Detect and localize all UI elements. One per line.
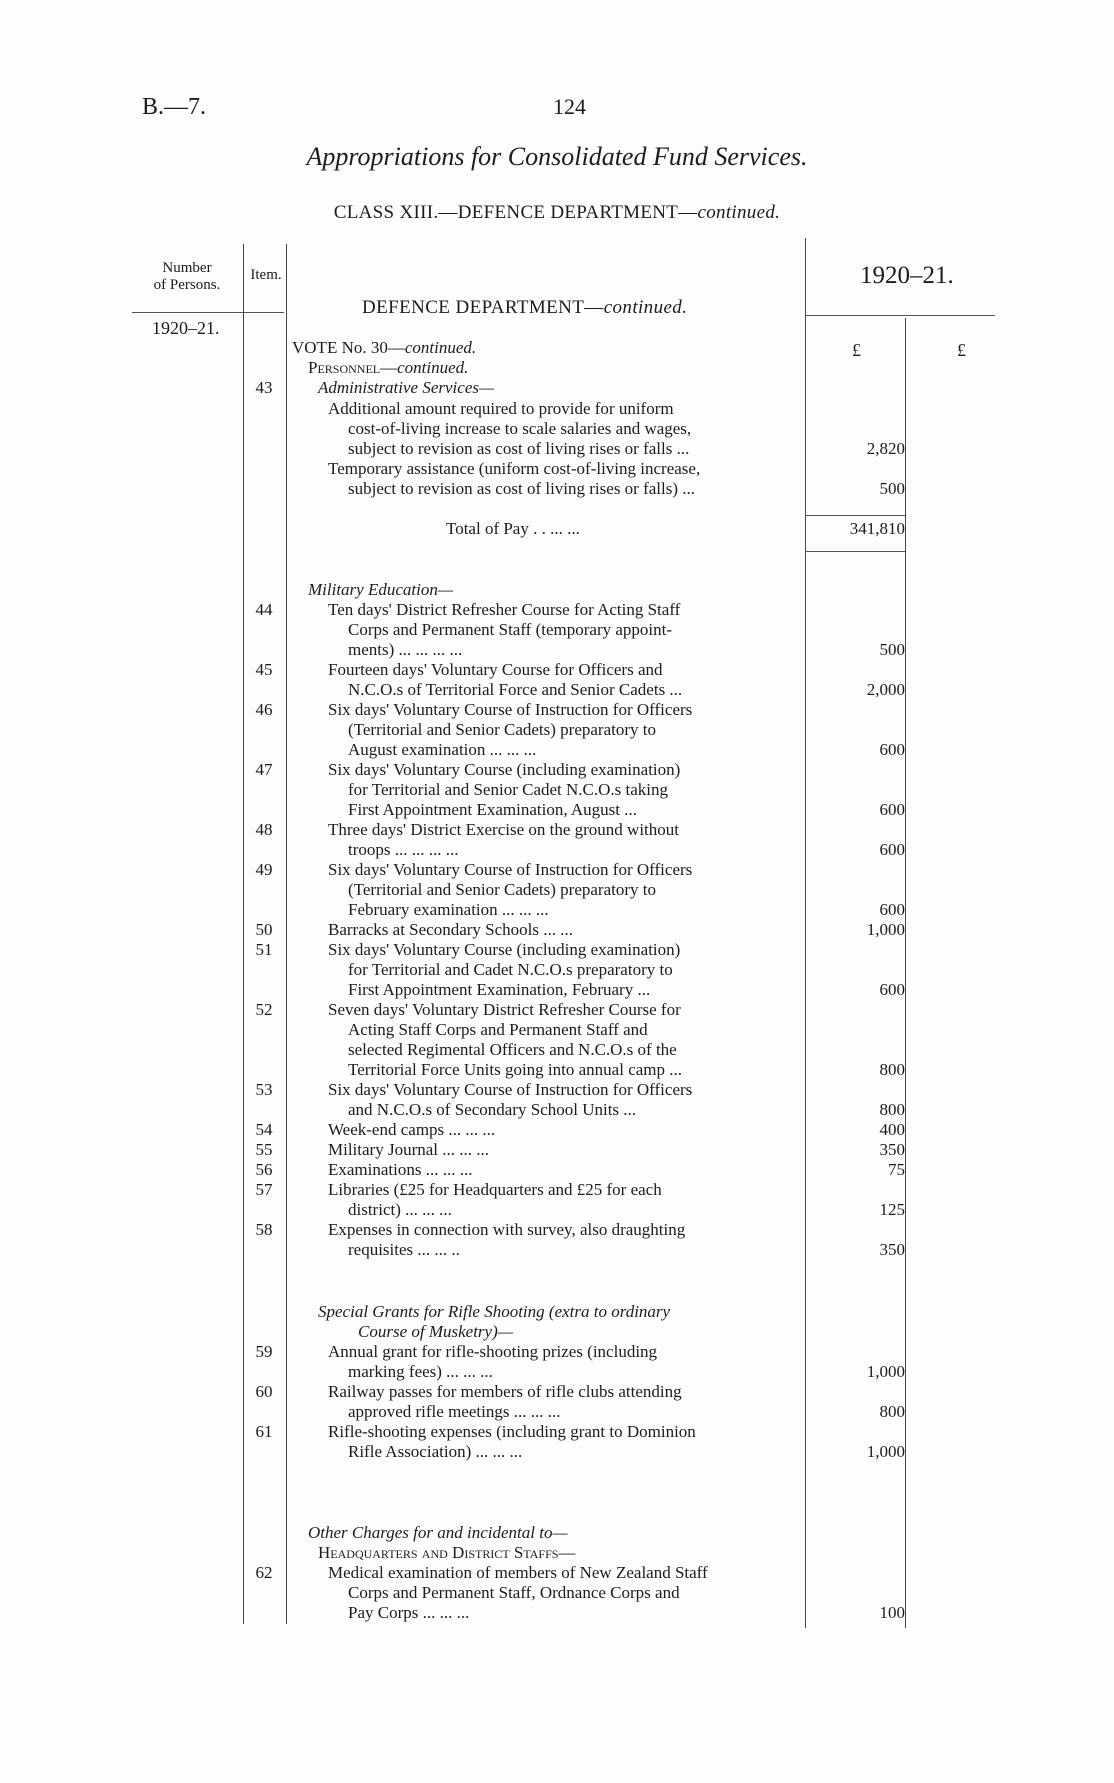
row-item: 47	[255, 760, 273, 779]
row-desc-italic: Course of Musketry)—	[358, 1322, 513, 1341]
row-desc-italic: continued.	[397, 358, 469, 377]
row	[0, 660, 1114, 680]
row-amount: 800	[879, 1060, 905, 1079]
persons-year-label: 1920–21.	[152, 318, 220, 338]
row-personnel	[0, 358, 1114, 378]
row-desc: ments) ... ... ... ...	[348, 640, 463, 659]
row-item: 57	[255, 1180, 273, 1199]
row-desc: August examination ... ... ...	[348, 740, 537, 759]
row-item: 55	[255, 1140, 273, 1159]
row	[0, 1000, 1114, 1020]
row	[0, 960, 1114, 980]
row-desc: troops ... ... ... ...	[348, 840, 459, 859]
persons-rule	[132, 312, 244, 313]
row-item: 49	[255, 860, 273, 879]
page-title: Appropriations for Consolidated Fund Services.	[306, 142, 808, 171]
row-desc: Corps and Permanent Staff (temporary appoint-	[348, 620, 673, 639]
row	[0, 1442, 1114, 1462]
row-item: 48	[255, 820, 273, 839]
row-desc: (Territorial and Senior Cadets) preparatory to	[348, 880, 657, 899]
row	[0, 940, 1114, 960]
row-amount: 600	[879, 800, 905, 819]
row-desc: cost-of-living increase to scale salaries and wages,	[348, 419, 692, 438]
row-desc	[308, 580, 453, 600]
row	[0, 1382, 1114, 1402]
row-amount: 125	[879, 1200, 905, 1219]
row-item: 50	[255, 920, 273, 939]
row-desc: requisites ... ... ..	[348, 1240, 460, 1259]
row-desc: approved rifle meetings ... ... ...	[348, 1402, 561, 1421]
row	[0, 1362, 1114, 1382]
row-heading	[0, 580, 1114, 600]
row-desc: selected Regimental Officers and N.C.O.s of the	[348, 1040, 677, 1059]
row	[0, 1120, 1114, 1140]
row	[0, 620, 1114, 640]
row-desc	[358, 1322, 513, 1342]
row-item: 62	[255, 1563, 273, 1582]
total-rule-bottom	[805, 551, 905, 552]
row-amount: 600	[879, 900, 905, 919]
row-amount: 2,000	[866, 680, 905, 699]
row-desc: Six days' Voluntary Course (including examination)	[328, 760, 681, 779]
row-desc: Total of Pay . . ... ...	[446, 519, 580, 538]
row-desc: Additional amount required to provide for uniform	[328, 399, 674, 418]
row	[0, 1160, 1114, 1180]
row-desc: Examinations ... ... ...	[328, 1160, 473, 1179]
row-desc: Expenses in connection with survey, also draughting	[328, 1220, 686, 1239]
row-amount: 350	[879, 1140, 905, 1159]
row	[0, 840, 1114, 860]
row-item: 46	[255, 700, 273, 719]
row-amount: 600	[879, 840, 905, 859]
row-item: 53	[255, 1080, 273, 1099]
item-header: Item.	[250, 267, 282, 283]
row	[0, 419, 1114, 439]
row	[0, 399, 1114, 419]
department-heading-continued: continued.	[603, 297, 688, 318]
row	[0, 880, 1114, 900]
row-amount: 400	[879, 1120, 905, 1139]
row	[0, 860, 1114, 880]
row-vote	[0, 338, 1114, 358]
row	[0, 1402, 1114, 1422]
row	[0, 1220, 1114, 1240]
row-item: 58	[255, 1220, 273, 1239]
row-amount: 1,000	[866, 1362, 905, 1381]
page-number: 124	[553, 94, 586, 119]
row-desc: Headquarters and District Staffs—	[318, 1543, 576, 1562]
class-heading-continued: continued.	[697, 202, 781, 223]
row-desc: Six days' Voluntary Course of Instruction for Officers	[328, 700, 693, 719]
row-desc: Temporary assistance (uniform cost-of-living increase,	[328, 459, 701, 478]
row	[0, 439, 1114, 459]
row-amount: 2,820	[866, 439, 905, 458]
row-desc: Three days' District Exercise on the ground without	[328, 820, 679, 839]
row-amount: 500	[879, 640, 905, 659]
row-item: 61	[255, 1422, 273, 1441]
row	[0, 479, 1114, 499]
row	[0, 1563, 1114, 1583]
row-desc-text: VOTE No. 30—	[292, 338, 405, 357]
row	[0, 920, 1114, 940]
department-heading-text: DEFENCE DEPARTMENT—	[362, 297, 604, 318]
row	[0, 1422, 1114, 1442]
year-header: 1920–21.	[860, 262, 954, 289]
row-desc: Ten days' District Refresher Course for Acting Staff	[328, 600, 681, 619]
row-amount: 75	[888, 1160, 905, 1179]
row	[0, 1100, 1114, 1120]
total-rule-top	[805, 515, 905, 516]
row-item: 60	[255, 1382, 273, 1401]
row-amount: 1,000	[866, 1442, 905, 1461]
row-desc	[318, 378, 494, 398]
row-desc-text: Personnel—	[308, 358, 398, 377]
department-heading	[362, 297, 687, 319]
class-heading-text: CLASS XIII.—DEFENCE DEPARTMENT—	[333, 202, 698, 223]
row	[0, 1583, 1114, 1603]
class-heading	[0, 202, 1114, 224]
row-desc: Rifle-shooting expenses (including grant to Dominion	[328, 1422, 696, 1441]
row-desc: Rifle Association) ... ... ...	[348, 1442, 523, 1461]
row-amount: 341,810	[849, 519, 905, 538]
row-item: 45	[255, 660, 273, 679]
row	[0, 720, 1114, 740]
number-of-persons-header-line2: of Persons.	[153, 277, 221, 293]
currency-symbol-2: £	[957, 340, 966, 360]
row-desc: Acting Staff Corps and Permanent Staff and	[348, 1020, 648, 1039]
row-heading	[0, 1302, 1114, 1322]
row-heading	[0, 1523, 1114, 1543]
row-desc: Libraries (£25 for Headquarters and £25 for each	[328, 1180, 662, 1199]
row-item: 52	[255, 1000, 273, 1019]
row	[0, 1060, 1114, 1080]
row-desc	[308, 1523, 568, 1543]
row	[0, 1020, 1114, 1040]
page-reference: B.—7.	[142, 94, 207, 120]
row-desc-italic: Other Charges for and incidental to—	[308, 1523, 568, 1542]
row	[0, 1140, 1114, 1160]
row-desc: First Appointment Examination, August ...	[348, 800, 637, 819]
row-desc: Six days' Voluntary Course of Instruction for Officers	[328, 1080, 693, 1099]
row-desc-italic: Military Education—	[308, 580, 453, 599]
row-desc: Medical examination of members of New Zealand Staff	[328, 1563, 708, 1582]
row	[0, 1040, 1114, 1060]
row-desc: Territorial Force Units going into annual camp ...	[348, 1060, 683, 1079]
row	[0, 1200, 1114, 1220]
row	[0, 900, 1114, 920]
row-item: 54	[255, 1120, 273, 1139]
row-desc-italic: Administrative Services—	[318, 378, 495, 397]
row-item: 59	[255, 1342, 273, 1361]
row-item: 51	[255, 940, 273, 959]
row	[0, 800, 1114, 820]
row-desc: First Appointment Examination, February ...	[348, 980, 651, 999]
row-desc: Fourteen days' Voluntary Course for Officers and	[328, 660, 663, 679]
row	[0, 700, 1114, 720]
row	[0, 760, 1114, 780]
row-heading	[0, 1543, 1114, 1563]
number-of-persons-header-line1: Number	[162, 260, 212, 276]
row-desc: Military Journal ... ... ...	[328, 1140, 490, 1159]
row-item: 56	[255, 1160, 273, 1179]
row-amount: 100	[879, 1603, 905, 1622]
row	[0, 640, 1114, 660]
row-desc: and N.C.O.s of Secondary School Units ...	[348, 1100, 637, 1119]
row-desc	[308, 358, 468, 378]
row-desc: Week-end camps ... ... ...	[328, 1120, 496, 1139]
row-desc-italic: Special Grants for Rifle Shooting (extra to ordinary	[318, 1302, 671, 1321]
row-desc: marking fees) ... ... ...	[348, 1362, 493, 1381]
row	[0, 980, 1114, 1000]
row	[0, 780, 1114, 800]
row-desc: N.C.O.s of Territorial Force and Senior Cadets ...	[348, 680, 683, 699]
row-desc: Railway passes for members of rifle clubs attending	[328, 1382, 682, 1401]
row	[0, 1603, 1114, 1623]
row-desc-italic: continued.	[404, 338, 477, 357]
row-desc: Six days' Voluntary Course (including examination)	[328, 940, 681, 959]
row	[0, 600, 1114, 620]
row-desc: Annual grant for rifle-shooting prizes (including	[328, 1342, 658, 1361]
row	[0, 820, 1114, 840]
row-item: 43	[255, 378, 273, 397]
row-desc: (Territorial and Senior Cadets) preparatory to	[348, 720, 657, 739]
row-desc: February examination ... ... ...	[348, 900, 549, 919]
year-rule	[805, 315, 995, 316]
row-desc: subject to revision as cost of living rises or falls) ...	[348, 479, 696, 498]
row-amount: 800	[879, 1100, 905, 1119]
row	[0, 459, 1114, 479]
row-desc: Corps and Permanent Staff, Ordnance Corps and	[348, 1583, 680, 1602]
row-amount: 1,000	[866, 920, 905, 939]
row	[0, 1180, 1114, 1200]
row-total-of-pay	[0, 519, 1114, 539]
row-item: 44	[255, 600, 273, 619]
row-amount: 600	[879, 740, 905, 759]
row-desc: Six days' Voluntary Course of Instruction for Officers	[328, 860, 693, 879]
row-desc: district) ... ... ...	[348, 1200, 452, 1219]
row-amount: 800	[879, 1402, 905, 1421]
row-heading	[0, 378, 1114, 398]
row	[0, 1342, 1114, 1362]
row-amount: 600	[879, 980, 905, 999]
row-amount: 500	[879, 479, 905, 498]
row-desc	[318, 1302, 670, 1322]
row-desc: Pay Corps ... ... ...	[348, 1603, 470, 1622]
row-desc: for Territorial and Senior Cadet N.C.O.s taking	[348, 780, 669, 799]
row-desc: subject to revision as cost of living rises or falls ...	[348, 439, 690, 458]
row	[0, 740, 1114, 760]
row-desc	[292, 338, 476, 358]
row-desc: Barracks at Secondary Schools ... ...	[328, 920, 574, 939]
row-heading	[0, 1322, 1114, 1342]
currency-symbol-1: £	[852, 340, 861, 360]
row	[0, 1080, 1114, 1100]
number-of-persons-header	[132, 260, 242, 294]
item-rule	[244, 312, 284, 313]
row	[0, 1240, 1114, 1260]
row-desc: for Territorial and Cadet N.C.O.s preparatory to	[348, 960, 673, 979]
row	[0, 680, 1114, 700]
row-amount: 350	[879, 1240, 905, 1259]
row-desc: Seven days' Voluntary District Refresher Course for	[328, 1000, 681, 1019]
